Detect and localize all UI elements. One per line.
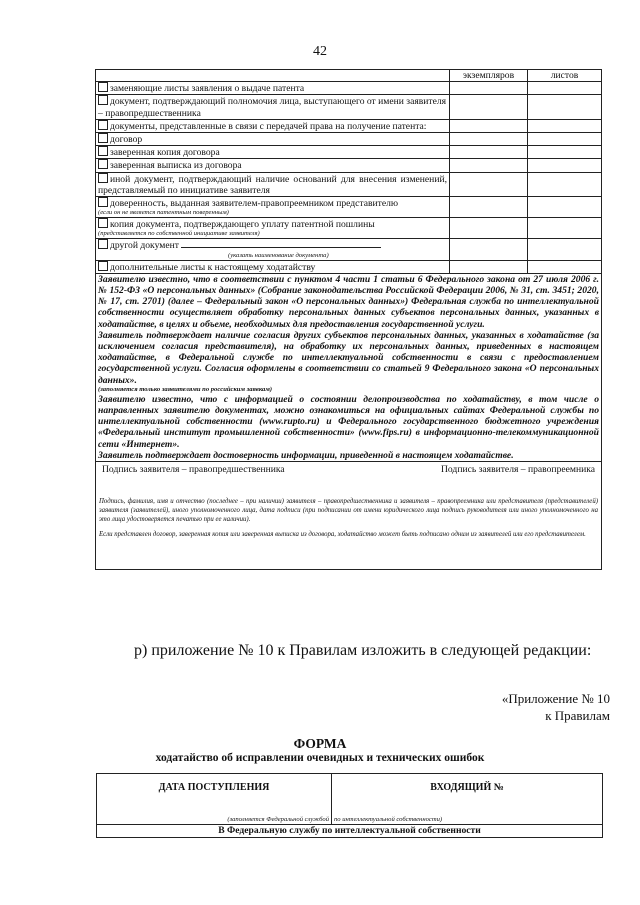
consent-text-4: Заявитель подтверждает достоверность информации, приведенной в настоящем ходатайстве. [98,449,514,461]
table-row: документы, представленные в связи с передачей права на получение патента: [96,119,602,132]
checkbox[interactable] [98,173,108,183]
table-row: доверенность, выданная заявителем-правопреемником представителю (если он не является патентным поверенным) [96,197,602,218]
table-row: копия документа, подтверждающего уплату патентной пошлины (представляется по собственной инициативе заявителя) [96,218,602,239]
consent-row [96,273,602,461]
row-note: (представляется по собственной инициативе заявителя) [98,230,260,238]
form-subtitle: ходатайство об исправлении очевидных и технических ошибок [155,752,485,764]
table-row: заверенная выписка из договора [96,159,602,172]
appendix-reference: «Приложение № 10 к Правилам [501,691,610,723]
amendment-instruction: р) приложение № 10 к Правилам изложить в следующей редакции: [134,642,592,659]
incoming-number-cell[interactable]: ВХОДЯЩИЙ № по интеллектуальной собственности) [332,774,603,825]
consent-note: (заполняется только заявителями по российским заявкам) [98,385,273,393]
sheets-header: листов [528,70,602,82]
checkbox[interactable] [98,82,108,92]
table-row: иной документ, подтверждающий наличие оснований для внесения изменений, представляемый по инициативе заявителя [96,172,602,196]
blank-line[interactable] [181,239,381,248]
table-row: документ, подтверждающий полномочия лица, выступающего от имени заявителя – правопредшественника [96,95,602,119]
row-note: (указать наименование документа) [228,251,329,259]
consent-text-1: Заявителю известно, что в соответствии с пунктом 4 части 1 статьи 6 Федерального закона от 27 июля 2006 г. № 152-ФЗ «О персональных данных» (Собрание законодательства Российской Федерации 2006, № 31, ст. 3451; 2020, № 17, ст. 2701) (далее – Федеральный закон «О персональных данных») Федеральная служба по интеллектуальной собственности осуществляет обработку персональных данных субъектов персональных данных, указанных в ходатайстве, в целях и объеме, необходимых для предоставления государственной услуги. [98,273,599,330]
checkbox[interactable] [98,159,108,169]
table-row: дополнительные листы к настоящему ходатайству [96,260,602,273]
checkbox[interactable] [98,120,108,130]
signature-instructions: Подпись, фамилия, имя и отчество (последнее – при наличии) заявителя – правопредшественника и заявителя – правопреемника или представителя (представителей) заявителя (заявителей), иного уполномоченного лица, дата подписи (при подписании от имени юридического лица подпись руководителя или иного уполномоченного на это лица удостоверяется печатью при ее наличии). [99,498,598,524]
checkbox[interactable] [98,239,108,249]
consent-text-3: Заявителю известно, что с информацией о состоянии делопроизводства по ходатайству, в том числе о направленных заявителю документах, можно ознакомиться на официальных сайтах Федеральной службы по интеллектуальной собственности (www.rupto.ru) и Федерального государственного бюджетного учреждения «Федеральный институт промышленной собственности» (www.fips.ru) в информационно-телекоммуникационной сети «Интернет». [98,393,599,450]
table-row: заменяющие листы заявления о выдаче патента [96,82,602,95]
signature-row [96,462,602,570]
checkbox[interactable] [98,197,108,207]
recipient-service: В Федеральную службу по интеллектуальной собственности [97,825,603,838]
table-header-row [96,70,602,82]
sign-right-label: Подпись заявителя – правопреемника [440,464,595,476]
contract-instructions: Если представлен договор, заверенная копия или заверенная выписка из договора, ходатайство может быть подписано одним из заявителей или его представителем. [99,531,586,539]
table-row: заверенная копия договора [96,146,602,159]
receipt-table [96,773,603,838]
page-number: 42 [313,44,327,59]
checkbox[interactable] [98,261,108,271]
date-received-cell[interactable]: ДАТА ПОСТУПЛЕНИЯ (заполняется Федеральной службой [97,774,332,825]
consent-text-2: Заявитель подтверждает наличие согласия других субъектов персональных данных, указанных в ходатайстве (за исключением согласия представителя), на обработку их персональных данных, приведенных в настоящем ходатайстве, в Федеральной службе по интеллектуальной собственности в связи с предоставлением государственной услуги. Согласия оформлены в соответствии со статьей 9 Федерального закона «О персональных данных». [98,329,599,386]
checkbox[interactable] [98,146,108,156]
sign-left-label: Подпись заявителя – правопредшественника [102,464,285,476]
checkbox[interactable] [98,133,108,143]
checkbox[interactable] [98,95,108,105]
checkbox[interactable] [98,218,108,228]
table-row: договор [96,133,602,146]
attachments-table [95,69,602,570]
form-title: ФОРМА [293,736,347,751]
table-row: другой документ (указать наименование документа) [96,239,602,260]
row-note: (если он не является патентным поверенным) [98,209,229,217]
copies-header: экземпляров [450,70,528,82]
